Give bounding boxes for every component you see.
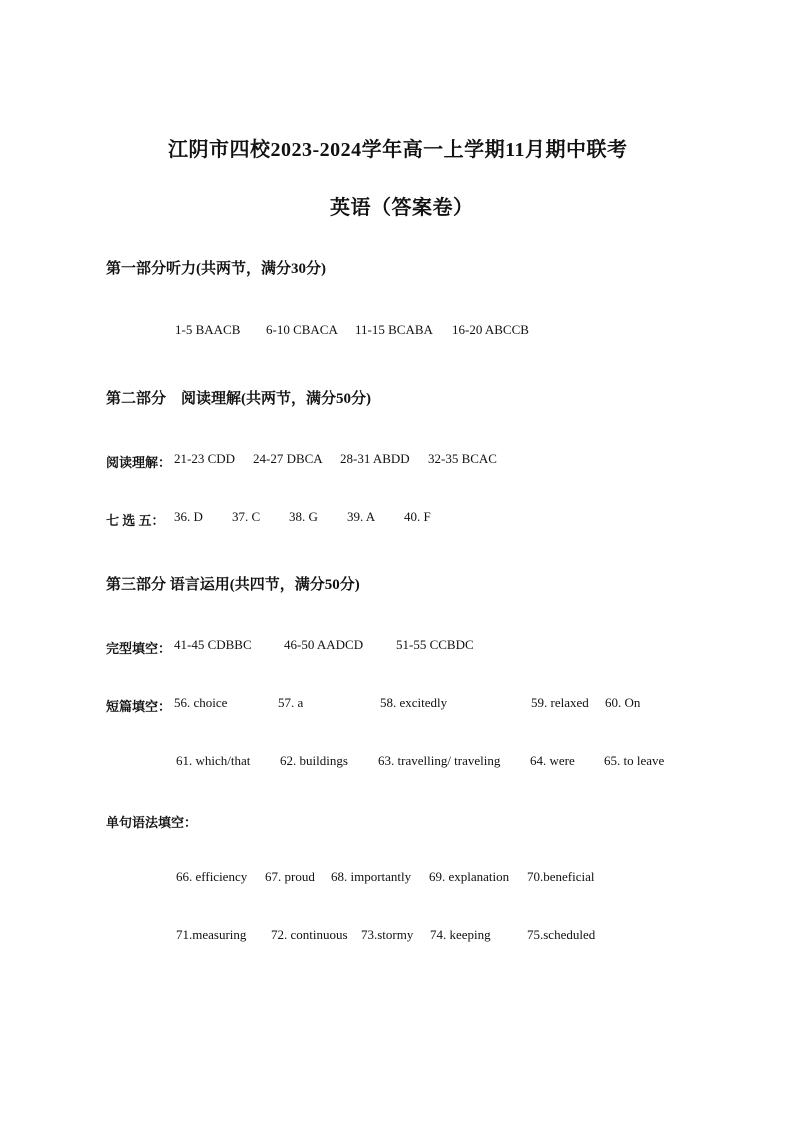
part1-heading: 第一部分听力(共两节，满分30分) xyxy=(106,261,326,277)
reading-label: 阅读理解： xyxy=(106,455,172,470)
answer-group: 41-45 CDBBC xyxy=(174,637,252,652)
answer-group: 21-23 CDD xyxy=(174,451,236,466)
answer-item: 69. explanation xyxy=(429,869,510,884)
answer-group: 24-27 DBCA xyxy=(253,451,323,466)
answer-item: 73.stormy xyxy=(361,927,414,942)
cloze-label: 完型填空： xyxy=(106,641,172,656)
passage-fill-label: 短篇填空： xyxy=(106,699,172,714)
answer-item: 38. G xyxy=(289,509,318,524)
answer-group: 11-15 BCABA xyxy=(355,322,433,337)
answer-item: 57. a xyxy=(278,695,304,710)
answer-group: 32-35 BCAC xyxy=(428,451,497,466)
part2-heading: 第二部分 阅读理解(共两节，满分50分) xyxy=(106,391,371,407)
answer-item: 67. proud xyxy=(265,869,315,884)
answer-item: 62. buildings xyxy=(280,753,348,768)
answer-item: 56. choice xyxy=(174,695,228,710)
document-title: 江阴市四校2023-2024学年高一上学期11月期中联考 xyxy=(168,139,628,161)
answer-item: 74. keeping xyxy=(430,927,491,942)
answer-group: 1-5 BAACB xyxy=(175,322,241,337)
part3-heading: 第三部分 语言运用(共四节，满分50分) xyxy=(106,577,360,593)
answer-group: 46-50 AADCD xyxy=(284,637,364,652)
answer-item: 36. D xyxy=(174,509,203,524)
answer-item: 40. F xyxy=(404,509,431,524)
answer-item: 64. were xyxy=(530,753,575,768)
answer-item: 63. travelling/ traveling xyxy=(378,753,501,768)
document-subtitle: 英语（答案卷） xyxy=(330,197,474,219)
answer-group: 28-31 ABDD xyxy=(340,451,410,466)
answer-item: 66. efficiency xyxy=(176,869,248,884)
answer-item: 59. relaxed xyxy=(531,695,589,710)
answer-item: 70.beneficial xyxy=(527,869,595,884)
answer-item: 58. excitedly xyxy=(380,695,448,710)
answer-item: 65. to leave xyxy=(604,753,665,768)
answer-item: 72. continuous xyxy=(271,927,348,942)
answer-item: 61. which/that xyxy=(176,753,251,768)
grammar-fill-label: 单句语法填空： xyxy=(106,815,198,830)
answer-group: 51-55 CCBDC xyxy=(396,637,474,652)
answer-item: 39. A xyxy=(347,509,376,524)
seven-choose-five-label: 七 选 五： xyxy=(106,513,165,528)
answer-item: 37. C xyxy=(232,509,261,524)
answer-item: 75.scheduled xyxy=(527,927,596,942)
answer-group: 16-20 ABCCB xyxy=(452,322,529,337)
answer-group: 6-10 CBACA xyxy=(266,322,338,337)
answer-item: 71.measuring xyxy=(176,927,247,942)
answer-item: 60. On xyxy=(605,695,641,710)
answer-item: 68. importantly xyxy=(331,869,412,884)
